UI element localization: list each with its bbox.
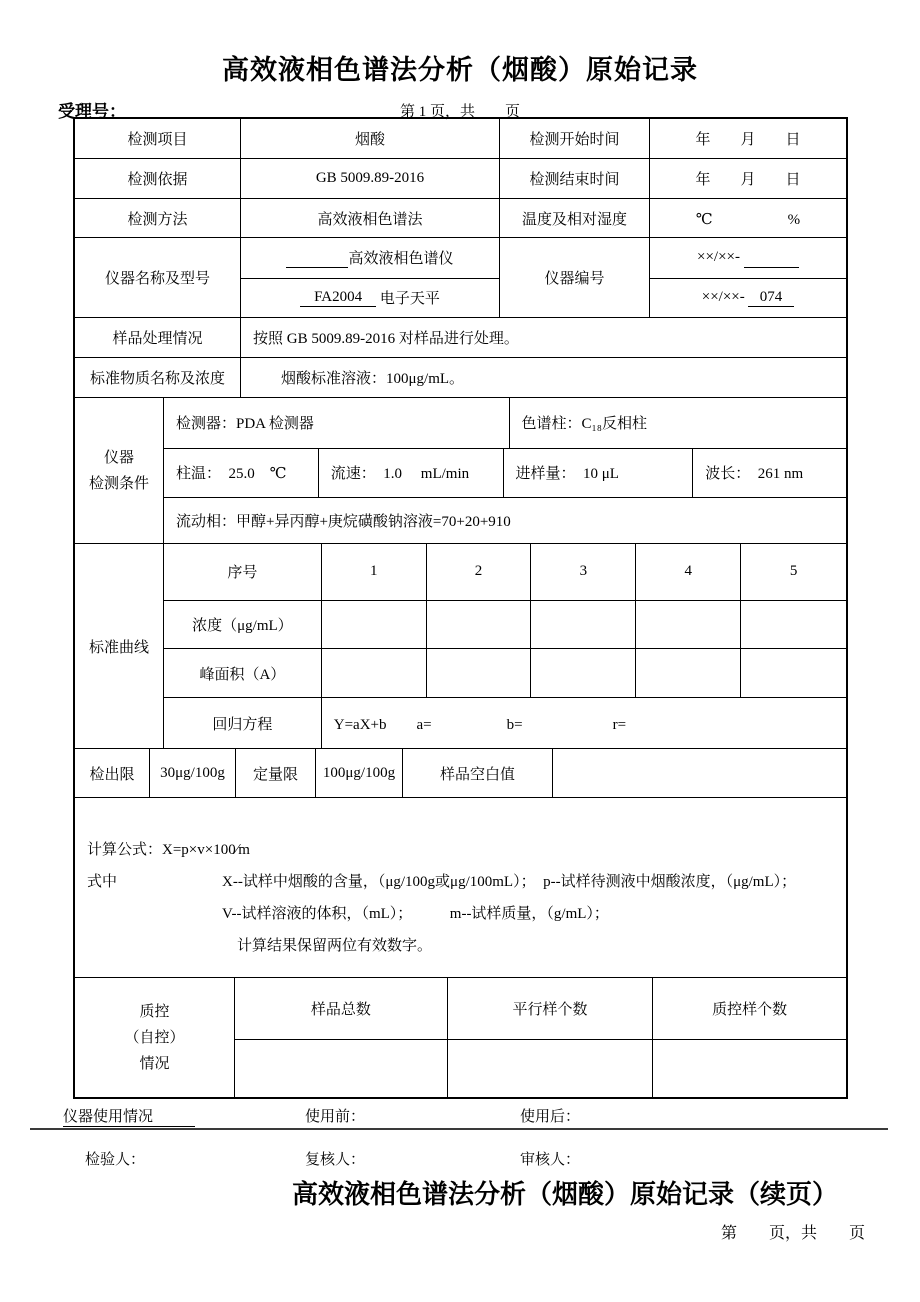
empty-cell <box>740 649 846 697</box>
formula-line3: V--试样溶液的体积，（mL）； m--试样质量，（g/mL）； <box>87 906 609 922</box>
test-item-value: 烟酸 <box>240 119 499 158</box>
test-item-label: 检测项目 <box>127 132 188 148</box>
sample-blank-value <box>552 749 846 797</box>
detector-value: 检测器：PDA 检测器 <box>176 416 314 433</box>
loq-value: 100μg/100g <box>315 749 402 797</box>
qc-total-label: 样品总数 <box>310 1002 371 1019</box>
instrument-2-cell <box>241 279 499 318</box>
test-method-label: 检测方法 <box>127 211 188 228</box>
standard-substance-value: 烟酸标准溶液：100μg/mL。 <box>240 358 846 397</box>
empty-cell <box>635 601 740 649</box>
usage-before-label: 使用前： <box>305 1109 366 1125</box>
instrument-2-name: 电子天平 <box>379 291 440 308</box>
start-time-label: 检测开始时间 <box>499 119 649 158</box>
instrument-name-label: 仪器名称及型号 <box>104 271 210 287</box>
empty-cell <box>426 649 531 697</box>
instrument-1-cell <box>241 238 499 278</box>
standard-substance-label: 标准物质名称及浓度 <box>89 371 225 387</box>
tester-label: 检验人： <box>85 1152 146 1168</box>
continuation-page-indicator: 第 页，共 页 <box>720 1225 865 1242</box>
table-row <box>75 119 846 158</box>
table-row <box>75 543 846 748</box>
instrument-2-model: FA2004 <box>300 289 376 307</box>
page-indicator: 第 1 页，共 页 <box>399 104 520 120</box>
conditions-label-line2: 检测条件 <box>88 475 149 492</box>
empty-cell <box>530 649 635 697</box>
flow-rate-value: 流速： 1.0 mL/min <box>318 449 503 498</box>
qc-cell <box>234 978 846 1097</box>
table-row <box>75 748 846 797</box>
injection-volume-value: 进样量： 10 μL <box>503 449 693 498</box>
curve-area-label: 峰面积（A） <box>199 666 286 683</box>
instrument-no-2-value: 074 <box>748 289 795 307</box>
formula-line1: 计算公式：X=p×v×100∕m <box>87 842 250 858</box>
table-row <box>75 317 846 357</box>
test-method-value: 高效液相色谱法 <box>240 199 499 237</box>
conditions-label-line1: 仪器 <box>103 449 134 466</box>
formula-line2: 式中 X--试样中烟酸的含量，（μg/100g或μg/100mL）； p--试样待测液中烟酸浓度，（μg/mL）； <box>87 874 797 890</box>
column-value: 色谱柱：C₁₈反相柱 <box>509 398 847 448</box>
empty-cell <box>530 601 635 649</box>
curve-index-1: 1 <box>321 544 426 600</box>
continuation-title: 高效液相色谱法分析（烟酸）原始记录（续页） <box>291 1180 838 1209</box>
instrument-usage-label: 仪器使用情况 <box>63 1105 195 1127</box>
sample-prep-value: 按照 GB 5009.89-2016 对样品进行处理。 <box>240 318 846 357</box>
acceptance-number-label: 受理号： <box>58 102 126 121</box>
instrument-1-name: 高效液相色谱仪 <box>348 251 454 268</box>
curve-index-4: 4 <box>635 544 740 600</box>
reviewer-label: 复核人： <box>305 1152 366 1168</box>
empty-cell <box>235 1040 447 1097</box>
empty-cell <box>321 649 426 697</box>
empty-cell <box>652 1040 846 1097</box>
qc-label-line3: 情况 <box>139 1055 170 1072</box>
conditions-label <box>75 398 163 543</box>
instrument-no-cell <box>649 238 846 317</box>
instrument-no-1-prefix: ××/××- <box>696 249 740 266</box>
table-row <box>75 357 846 397</box>
instrument-name-cell <box>240 238 499 317</box>
end-time-value: 年 月 日 <box>649 159 846 198</box>
standard-curve-label: 标准曲线 <box>88 639 149 656</box>
empty-cell <box>447 1040 653 1097</box>
formula-line4: 计算结果保留两位有效数字。 <box>87 938 433 954</box>
mobile-phase-value: 流动相：甲醇+异丙醇+庚烷磺酸钠溶液=70+20+910 <box>176 514 511 531</box>
empty-cell <box>321 601 426 649</box>
empty-cell <box>740 601 846 649</box>
instrument-no-2-prefix: ××/××- <box>701 289 745 306</box>
end-time-label: 检测结束时间 <box>499 159 649 198</box>
wavelength-value: 波长： 261 nm <box>692 449 846 498</box>
empty-cell <box>426 601 531 649</box>
curve-conc-label: 浓度（μg/mL） <box>192 618 293 635</box>
instrument-no-1-cell <box>650 238 846 278</box>
table-row <box>75 977 846 1097</box>
regression-label: 回归方程 <box>212 716 273 733</box>
loq-label: 定量限 <box>235 749 315 797</box>
regression-value: Y=aX+b a= b= r= <box>321 698 846 748</box>
auditor-label: 审核人： <box>520 1152 581 1168</box>
table-row <box>75 158 846 198</box>
instrument-no-2-cell <box>650 279 846 318</box>
qc-label <box>75 978 234 1097</box>
signature-line <box>30 1148 888 1172</box>
test-basis-value: GB 5009.89-2016 <box>240 159 499 198</box>
sample-prep-label: 样品处理情况 <box>112 331 203 347</box>
empty-cell <box>635 649 740 697</box>
usage-after-label: 使用后： <box>520 1109 581 1125</box>
instrument-no-label: 仪器编号 <box>499 238 649 317</box>
table-row <box>75 237 846 317</box>
lod-label: 检出限 <box>89 766 135 783</box>
table-row <box>75 797 846 977</box>
formula-cell <box>75 798 846 977</box>
test-basis-label: 检测依据 <box>127 172 188 188</box>
curve-index-2: 2 <box>426 544 531 600</box>
record-table <box>73 117 848 1099</box>
qc-label-line1: 质控 <box>139 1003 170 1020</box>
curve-index-3: 3 <box>530 544 635 600</box>
page-title: 高效液相色谱法分析（烟酸）原始记录 <box>222 55 698 85</box>
temp-humidity-label: 温度及相对湿度 <box>499 199 649 237</box>
curve-index-5: 5 <box>740 544 846 600</box>
blank-underline <box>744 251 799 268</box>
lod-value: 30μg/100g <box>149 749 235 797</box>
qc-parallel-label: 平行样个数 <box>447 978 653 1039</box>
qc-label-line2: （自控） <box>124 1029 185 1046</box>
sample-blank-label: 样品空白值 <box>402 749 552 797</box>
curve-index-label: 序号 <box>227 565 258 582</box>
conditions-cell <box>163 398 846 543</box>
start-time-value: 年 月 日 <box>649 119 846 158</box>
column-temp-value: 柱温： 25.0 ℃ <box>176 466 287 483</box>
table-row <box>75 198 846 237</box>
blank-underline <box>286 251 348 268</box>
standard-curve-cell <box>163 544 846 748</box>
temp-humidity-value: ℃ % <box>649 199 846 237</box>
qc-count-label: 质控样个数 <box>652 978 846 1039</box>
table-row <box>75 397 846 543</box>
instrument-usage-line <box>30 1102 888 1130</box>
